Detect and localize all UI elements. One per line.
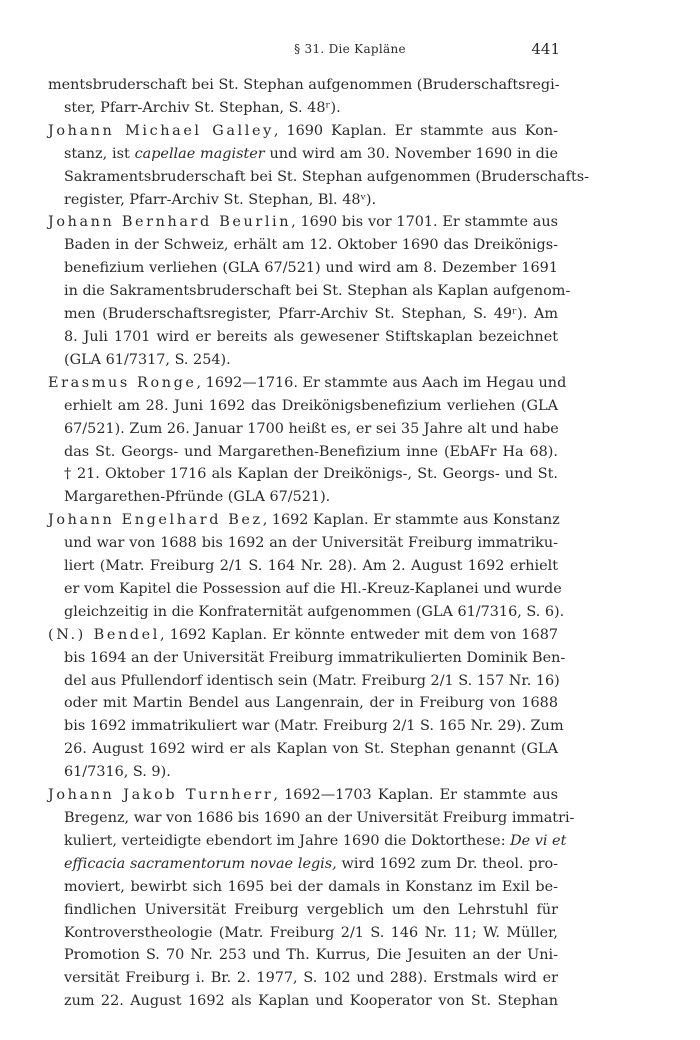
person-name: Johann Michael Galley [48, 122, 274, 139]
text-line: † 21. Oktober 1716 als Kaplan der Dreikönigs-, St. Georgs- und St. [64, 466, 558, 483]
text-line: Baden in der Schweiz, erhält am 12. Oktober 1690 das Dreikönigs- [64, 237, 558, 254]
text-entry [48, 509, 565, 624]
text-line: del aus Pfullendorf identisch sein (Matr. Freiburg 2/1 S. 157 Nr. 16) [64, 672, 560, 689]
text-line: 61/7316, S. 9). [64, 764, 171, 781]
person-name: Johann Jakob Turnherr [48, 787, 274, 804]
text-entry [48, 372, 567, 509]
person-name: (N.) Bendel [48, 626, 160, 643]
person-name: Johann Bernhard Beurlin [48, 214, 292, 231]
text-line: register, Pfarr-Archiv St. Stephan, Bl. 48ᵛ). [64, 191, 377, 208]
text-line: oder mit Martin Bendel aus Langenrain, der in Freiburg von 1688 [64, 695, 558, 712]
text-line: Erasmus Ronge, 1692—1716. Er stammte aus Aach im Hegau und [48, 374, 567, 391]
person-name: Johann Engelhard Bez [48, 512, 263, 529]
text-line: Kontroverstheologie (Matr. Freiburg 2/1 S. 146 Nr. 11; W. Müller, [64, 924, 558, 941]
text-line: men (Bruderschaftsregister, Pfarr-Archiv St. Stephan, S. 49ʳ). Am [64, 306, 558, 323]
text-entry [48, 211, 571, 371]
text-entry [48, 120, 589, 212]
text-line: moviert, bewirbt sich 1695 bei der damals in Konstanz im Exil be- [64, 878, 558, 895]
text-line: 8. Juli 1701 wird er bereits als gewesener Stiftskaplan bezeichnet [64, 328, 558, 345]
text-line: gleichzeitig in die Konfraternität aufgenommen (GLA 61/7316, S. 6). [64, 603, 565, 620]
text-line: und war von 1688 bis 1692 an der Universität Freiburg immatriku- [64, 535, 558, 552]
text-line: bis 1694 an der Universität Freiburg immatrikulierten Dominik Ben- [64, 649, 566, 666]
text-line: ster, Pfarr-Archiv St. Stephan, S. 48ʳ). [64, 99, 341, 116]
text-line: das St. Georgs- und Margarethen-Benefizium inne (EbAFr Ha 68). [64, 443, 558, 460]
text-entry [48, 784, 575, 1013]
text-body [48, 74, 589, 1013]
text-entry [48, 74, 558, 120]
text-line: Johann Michael Galley, 1690 Kaplan. Er stammte aus Kon- [48, 122, 558, 139]
text-line: liert (Matr. Freiburg 2/1 S. 164 Nr. 28). Am 2. August 1692 erhielt [64, 558, 558, 575]
text-line: er vom Kapitel die Possession auf die Hl.-Kreuz-Kaplanei und wurde [64, 580, 562, 597]
text-line: in die Sakramentsbruderschaft bei St. Stephan als Kaplan aufgenom- [64, 283, 571, 300]
text-line: 26. August 1692 wird er als Kaplan von St. Stephan genannt (GLA [64, 741, 558, 758]
person-name: Erasmus Ronge [48, 374, 197, 391]
text-line: zum 22. August 1692 als Kaplan und Kooperator von St. Stephan [64, 993, 558, 1010]
page-number: 441 [531, 40, 560, 58]
text-line: Bregenz, war von 1686 bis 1690 an der Universität Freiburg immatri- [64, 810, 575, 826]
text-line: 67/521). Zum 26. Januar 1700 heißt es, er sei 35 Jahre alt und habe [64, 420, 559, 437]
text-line: Johann Engelhard Bez, 1692 Kaplan. Er stammte aus Konstanz [48, 512, 560, 529]
text-line: Johann Jakob Turnherr, 1692—1703 Kaplan. Er stammte aus [48, 787, 558, 804]
text-line: benefizium verliehen (GLA 67/521) und wird am 8. Dezember 1691 [64, 260, 558, 277]
text-line: versität Freiburg i. Br. 2. 1977, S. 102 und 288). Erstmals wird er [64, 970, 558, 987]
text-entry [48, 624, 566, 784]
text-line: stanz, ist capellae magister und wird am 30. November 1690 in die [64, 145, 559, 162]
text-line: erhielt am 28. Juni 1692 das Dreikönigsbenefizium verliehen (GLA [64, 397, 558, 414]
text-line: efficacia sacramentorum novae legis, wird 1692 zum Dr. theol. pro- [64, 855, 559, 872]
text-line: Johann Bernhard Beurlin, 1690 bis vor 1701. Er stammte aus [48, 214, 558, 231]
text-line: kuliert, verteidigte ebendort im Jahre 1690 die Doktorthese: De vi et [64, 832, 567, 849]
text-line: bis 1692 immatrikuliert war (Matr. Freiburg 2/1 S. 165 Nr. 29). Zum [64, 718, 564, 735]
text-line: (GLA 61/7317, S. 254). [64, 351, 231, 368]
text-line: Margarethen-Pfründe (GLA 67/521). [64, 489, 331, 506]
running-head [0, 40, 700, 60]
text-line: Promotion S. 70 Nr. 253 und Th. Kurrus, Die Jesuiten an der Uni- [64, 947, 558, 964]
text-line: findlichen Universität Freiburg vergeblich um den Lehrstuhl für [64, 901, 558, 918]
text-line: mentsbruderschaft bei St. Stephan aufgenommen (Bruderschaftsregi- [48, 77, 560, 93]
section-title: § 31. Die Kapläne [294, 42, 406, 56]
text-line: (N.) Bendel, 1692 Kaplan. Er könnte entweder mit dem von 1687 [48, 626, 559, 643]
text-line: Sakramentsbruderschaft bei St. Stephan aufgenommen (Bruderschafts- [64, 168, 589, 185]
